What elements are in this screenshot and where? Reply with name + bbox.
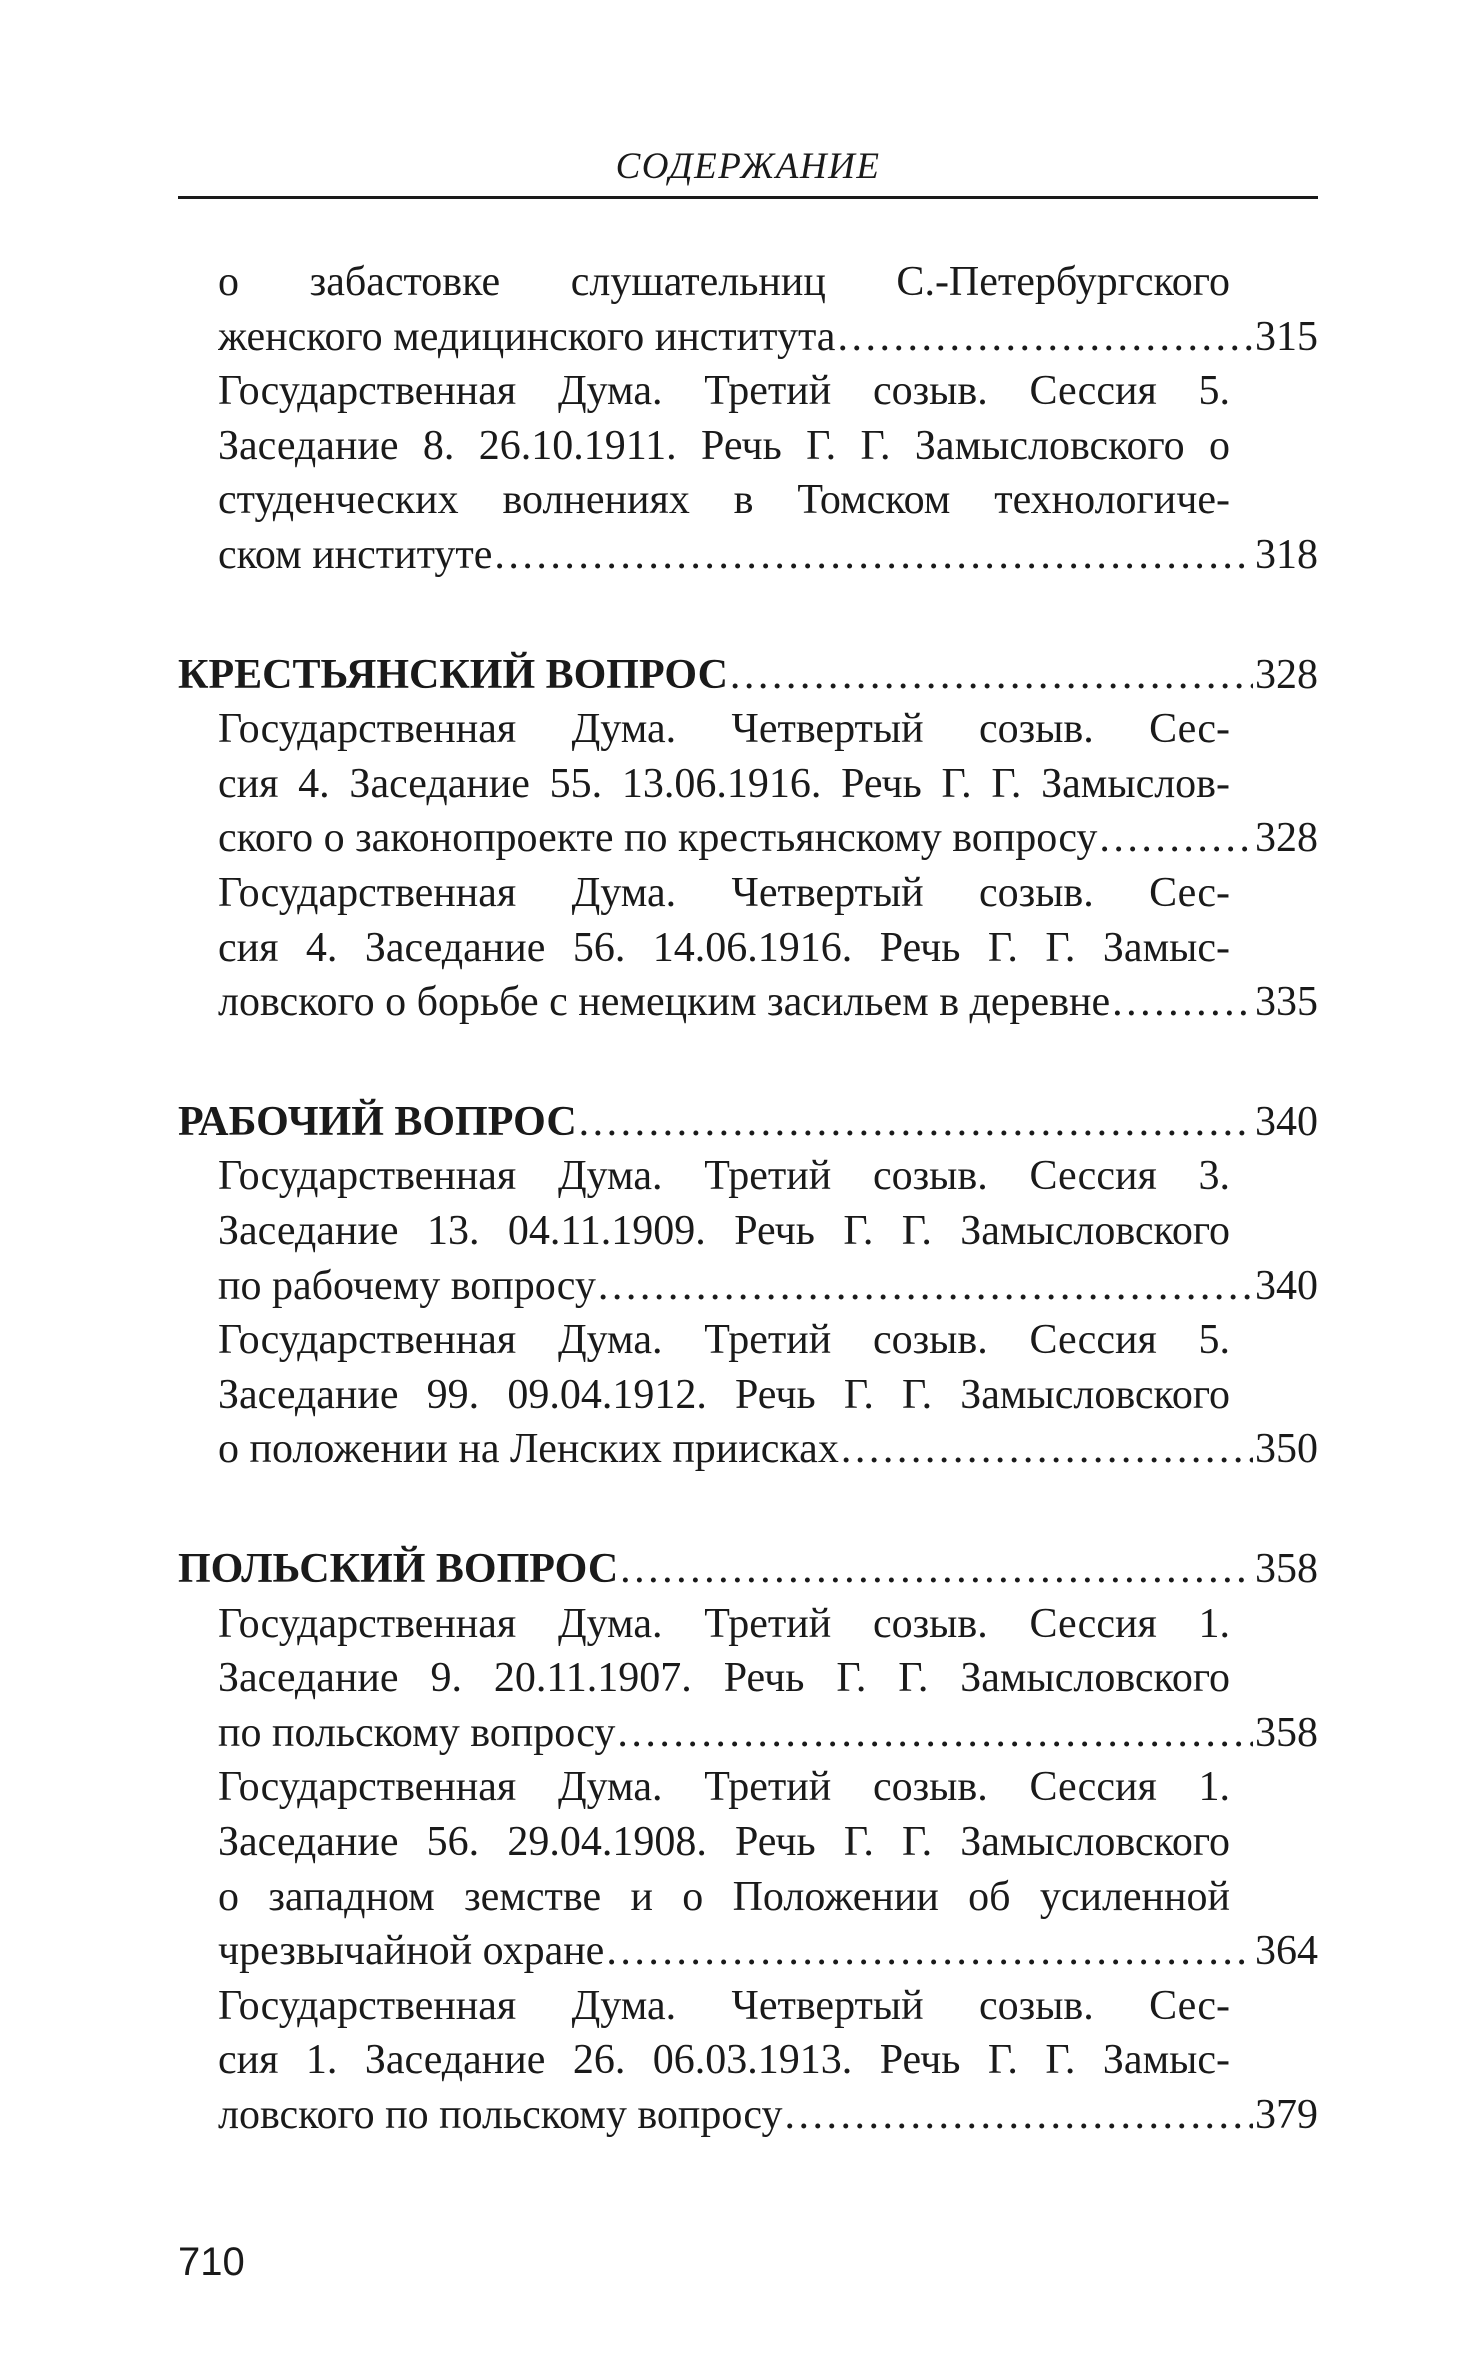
toc-entry-line <box>218 812 1318 864</box>
toc-entry-line <box>218 311 1318 363</box>
toc-entry-line <box>218 1314 1230 1366</box>
toc-page-number: 350 <box>1255 1426 1318 1472</box>
page-number: 710 <box>178 2240 245 2284</box>
toc-entry-line <box>218 867 1230 919</box>
toc-entry-text: Государственная Дума. Третий созыв. Сессия 1. <box>218 1764 1230 1810</box>
toc-entry-line <box>218 365 1230 417</box>
toc-entry-line <box>218 1871 1230 1923</box>
toc-entry-text: Заседание 13. 04.11.1909. Речь Г. Г. Замысловского <box>218 1208 1230 1254</box>
toc-entry-text: о западном земстве и о Положении об усиленной <box>218 1874 1230 1920</box>
toc-entry-line <box>218 1816 1230 1868</box>
toc-entry-text: ском институте <box>218 532 493 578</box>
toc-entry-text: женского медицинского института <box>218 314 836 360</box>
toc-entry-text: Государственная Дума. Третий созыв. Сессия 5. <box>218 368 1230 414</box>
toc-entry-line <box>218 758 1230 810</box>
toc-entry-line <box>218 976 1318 1028</box>
toc-page-number: 340 <box>1255 1099 1318 1145</box>
toc-entry-line <box>218 1925 1318 1977</box>
toc-entry-text: Государственная Дума. Четвертый созыв. Сес- <box>218 870 1230 916</box>
dot-leader <box>1112 976 1253 1028</box>
dot-leader <box>494 529 1253 581</box>
toc-entry-text: о забастовке слушательниц С.-Петербургского <box>218 259 1230 305</box>
toc-page-number: 328 <box>1255 652 1318 698</box>
toc-entry-line <box>218 1707 1318 1759</box>
toc-entry-text: студенческих волнениях в Томском технологиче- <box>218 477 1230 523</box>
dot-leader <box>837 311 1253 363</box>
toc-section-heading <box>178 1543 1318 1595</box>
toc-entry-text: ловского о борьбе с немецким засильем в деревне <box>218 979 1111 1025</box>
dot-leader <box>730 649 1253 701</box>
toc-page-number: 335 <box>1255 979 1318 1025</box>
toc-entry-text: Государственная Дума. Третий созыв. Сессия 5. <box>218 1317 1230 1363</box>
toc-entry-text: сия 4. Заседание 55. 13.06.1916. Речь Г. Г. Замыслов- <box>218 761 1230 807</box>
toc-entry-line <box>218 1260 1318 1312</box>
toc-entry-line <box>218 922 1230 974</box>
toc-entry-text: сия 1. Заседание 26. 06.03.1913. Речь Г. Г. Замыс- <box>218 2037 1230 2083</box>
toc-entry-text: Заседание 8. 26.10.1911. Речь Г. Г. Замысловского о <box>218 423 1230 469</box>
toc-entry-text: по польскому вопросу <box>218 1710 616 1756</box>
toc-entry-line <box>218 256 1230 308</box>
toc-page-number: 328 <box>1255 815 1318 861</box>
toc-entry-line <box>218 2089 1318 2141</box>
toc-page-number: 318 <box>1255 532 1318 578</box>
running-head: СОДЕРЖАНИЕ <box>615 146 881 187</box>
toc-entry-text: Государственная Дума. Четвертый созыв. Сес- <box>218 706 1230 752</box>
toc-section-heading <box>178 649 1318 701</box>
toc-page-number: 340 <box>1255 1263 1318 1309</box>
toc-entry-line <box>218 420 1230 472</box>
dot-leader <box>785 2089 1254 2141</box>
toc-entry-line <box>218 1598 1230 1650</box>
toc-entry-line <box>218 474 1230 526</box>
toc-entry-line <box>218 1761 1230 1813</box>
toc-entry-text: Заседание 56. 29.04.1908. Речь Г. Г. Замысловского <box>218 1819 1230 1865</box>
toc-entry-text: Заседание 99. 09.04.1912. Речь Г. Г. Замысловского <box>218 1372 1230 1418</box>
toc-entry-text: сия 4. Заседание 56. 14.06.1916. Речь Г. Г. Замыс- <box>218 925 1230 971</box>
dot-leader <box>579 1096 1253 1148</box>
toc-entry-line <box>218 2034 1230 2086</box>
toc-page-number: 379 <box>1255 2092 1318 2138</box>
toc-page-number: 364 <box>1255 1928 1318 1974</box>
section-title: ПОЛЬСКИЙ ВОПРОС <box>178 1546 619 1592</box>
toc-entry-text: Заседание 9. 20.11.1907. Речь Г. Г. Замысловского <box>218 1655 1230 1701</box>
toc-page-number: 358 <box>1255 1546 1318 1592</box>
dot-leader <box>598 1260 1253 1312</box>
toc-page-number: 315 <box>1255 314 1318 360</box>
toc-page-number: 358 <box>1255 1710 1318 1756</box>
toc-entry-line <box>218 1423 1318 1475</box>
toc-entry-text: ловского по польскому вопросу <box>218 2092 783 2138</box>
toc-entry-line <box>218 1369 1230 1421</box>
toc-section-heading <box>178 1096 1318 1148</box>
toc-entry-text: о положении на Ленских приисках <box>218 1426 839 1472</box>
toc-entry-line <box>218 1652 1230 1704</box>
toc-entry-line <box>218 529 1318 581</box>
toc-entry-line <box>218 1980 1230 2032</box>
toc-entry-text: чрезвычайной охране <box>218 1928 605 1974</box>
section-title: КРЕСТЬЯНСКИЙ ВОПРОС <box>178 652 728 698</box>
toc-entry-text: ского о законопроекте по крестьянскому вопросу <box>218 815 1098 861</box>
toc-entry-line <box>218 1150 1230 1202</box>
dot-leader <box>1099 812 1253 864</box>
toc-entry-line <box>218 703 1230 755</box>
toc-entry-text: по рабочему вопросу <box>218 1263 596 1309</box>
dot-leader <box>841 1423 1253 1475</box>
dot-leader <box>606 1925 1253 1977</box>
toc-entry-text: Государственная Дума. Третий созыв. Сессия 3. <box>218 1153 1230 1199</box>
toc-entry-text: Государственная Дума. Третий созыв. Сессия 1. <box>218 1601 1230 1647</box>
section-title: РАБОЧИЙ ВОПРОС <box>178 1099 577 1145</box>
dot-leader <box>617 1707 1253 1759</box>
toc-entry-line <box>218 1205 1230 1257</box>
dot-leader <box>620 1543 1253 1595</box>
header-rule <box>178 196 1318 199</box>
toc-entry-text: Государственная Дума. Четвертый созыв. Сес- <box>218 1983 1230 2029</box>
